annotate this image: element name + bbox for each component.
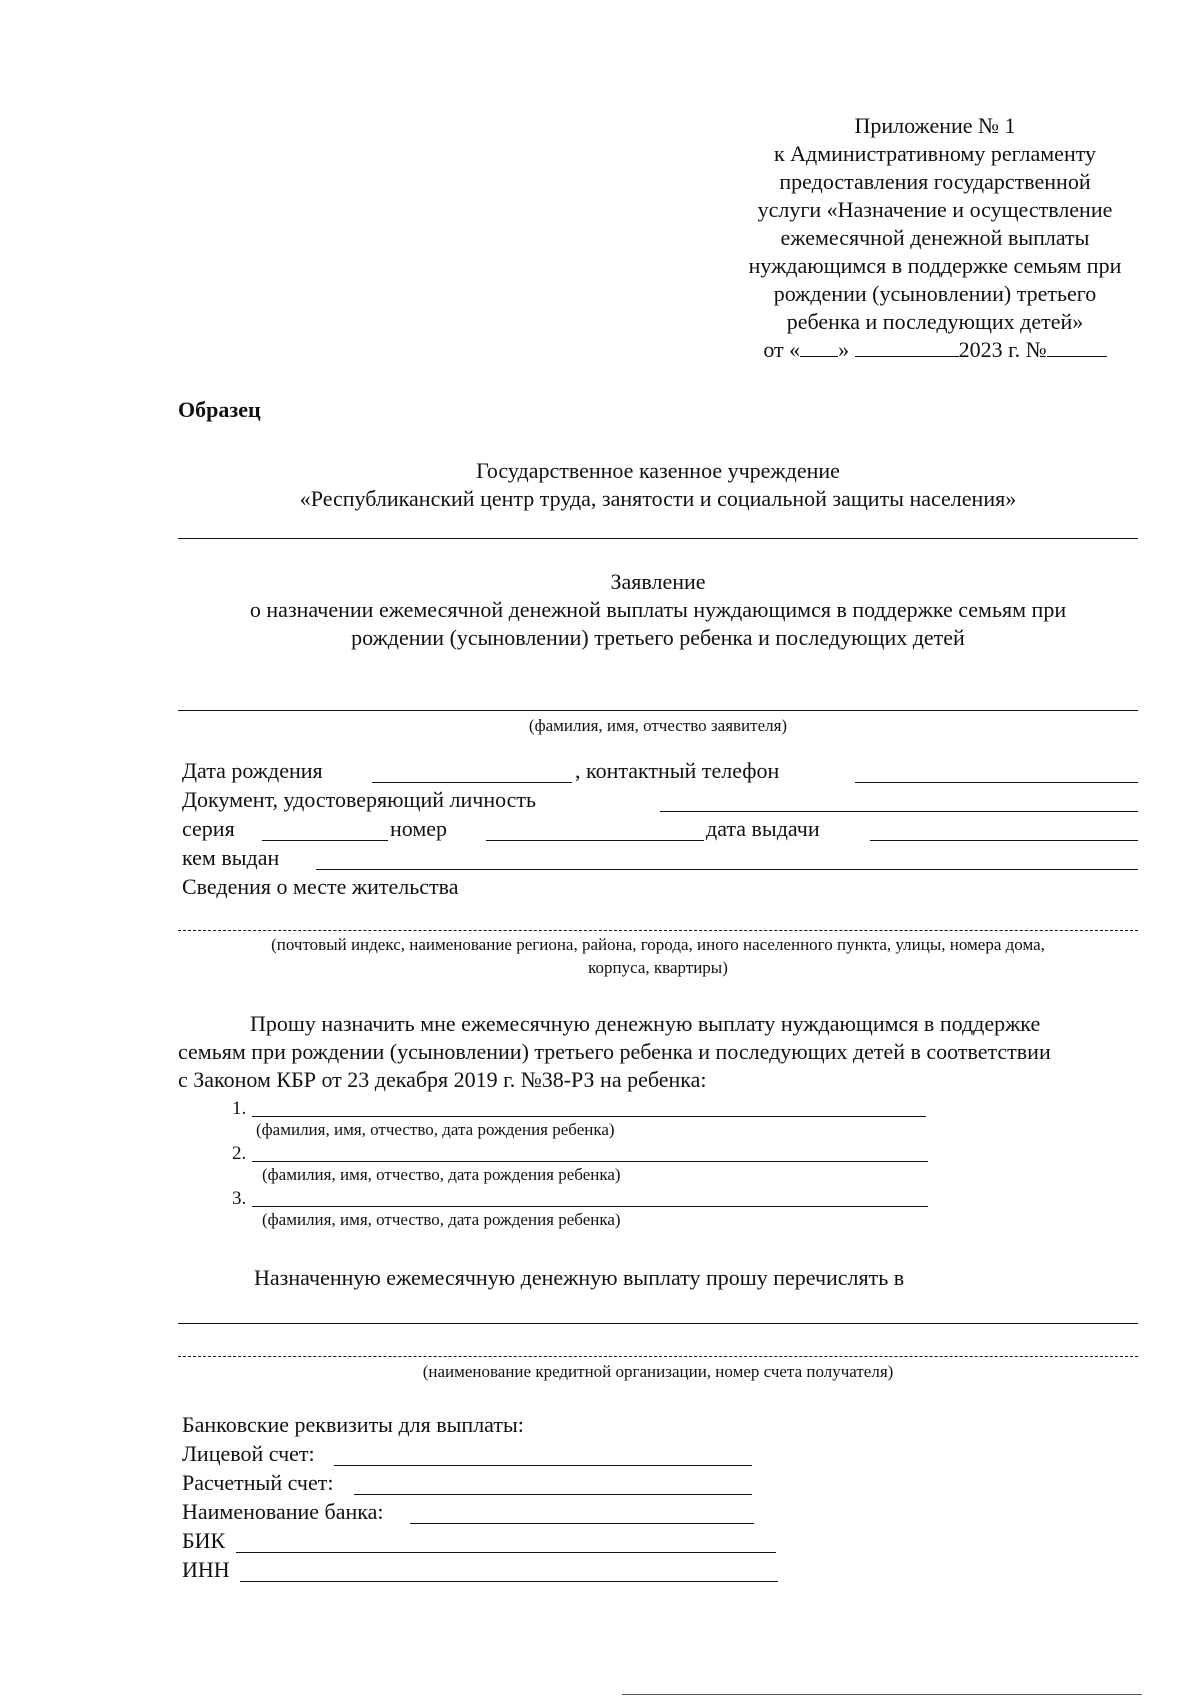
- bank-line-1[interactable]: [178, 1323, 1138, 1324]
- annex-date-prefix: от «: [763, 337, 801, 362]
- number-label: номер: [390, 816, 448, 841]
- annex-line-7: рождении (усыновлении) третьего: [773, 281, 1097, 306]
- personal-account-field[interactable]: [334, 1465, 752, 1466]
- id-document-field[interactable]: [660, 811, 1138, 812]
- applicant-name-field[interactable]: [178, 710, 1138, 711]
- annex-line-5: ежемесячной денежной выплаты: [780, 225, 1090, 250]
- application-title-block: [178, 568, 1138, 652]
- request-paragraph: [178, 1010, 1138, 1094]
- phone-field[interactable]: [855, 782, 1138, 783]
- request-line-1: Прошу назначить мне ежемесячную денежную выплату нуждающимся в поддержке: [250, 1011, 1041, 1036]
- application-line-1: о назначении ежемесячной денежной выплаты нуждающимся в поддержке семьям при: [249, 597, 1067, 622]
- bank-name-field[interactable]: [410, 1523, 754, 1524]
- annex-number-blank[interactable]: [1047, 336, 1107, 357]
- scan-edge-line: [622, 1694, 1142, 1695]
- application-line-2: рождении (усыновлении) третьего ребенка и последующих детей: [351, 625, 965, 650]
- annex-date-line: [715, 336, 1155, 364]
- number-field[interactable]: [486, 840, 704, 841]
- bank-caption: (наименование кредитной организации, номер счета получателя): [422, 1362, 894, 1381]
- annex-line-6: нуждающимся в поддержке семьям при: [748, 253, 1122, 278]
- child-2-number: 2.: [232, 1143, 247, 1164]
- bank-details-heading: Банковские реквизиты для выплаты:: [182, 1412, 524, 1437]
- id-document-label: Документ, удостоверяющий личность: [182, 787, 537, 812]
- annex-line-4: услуги «Назначение и осуществление: [757, 197, 1113, 222]
- settlement-account-label: Расчетный счет:: [182, 1470, 334, 1495]
- application-title: Заявление: [610, 569, 706, 594]
- annex-line-1: Приложение № 1: [854, 113, 1016, 138]
- child-3-caption: (фамилия, имя, отчество, дата рождения ребенка): [262, 1210, 621, 1229]
- series-field[interactable]: [262, 840, 388, 841]
- address-caption-2: корпуса, квартиры): [588, 958, 728, 977]
- birth-date-label: Дата рождения: [182, 758, 323, 783]
- child-3-field[interactable]: [252, 1206, 928, 1207]
- residence-label: Сведения о месте жительства: [182, 874, 459, 899]
- child-2-caption: (фамилия, имя, отчество, дата рождения ребенка): [262, 1165, 621, 1184]
- issued-by-label: кем выдан: [182, 845, 280, 870]
- inn-label: ИНН: [182, 1557, 230, 1582]
- organization-divider: [178, 538, 1138, 539]
- annex-day-blank[interactable]: [800, 336, 838, 357]
- request-line-3: с Законом КБР от 23 декабря 2019 г. №38-РЗ на ребенка:: [178, 1067, 707, 1092]
- request-line-2: семьям при рождении (усыновлении) третьего ребенка и последующих детей в соответствии: [178, 1039, 1051, 1064]
- settlement-account-field[interactable]: [354, 1494, 752, 1495]
- bank-line-2[interactable]: [178, 1356, 1138, 1357]
- child-1-caption: (фамилия, имя, отчество, дата рождения ребенка): [256, 1120, 615, 1139]
- child-1-number: 1.: [232, 1098, 247, 1119]
- child-2-field[interactable]: [252, 1161, 928, 1162]
- bik-field[interactable]: [236, 1552, 776, 1553]
- personal-account-label: Лицевой счет:: [182, 1441, 315, 1466]
- annex-line-8: ребенка и последующих детей»: [786, 309, 1084, 334]
- sample-label: Образец: [178, 397, 261, 422]
- phone-label: , контактный телефон: [575, 758, 780, 783]
- child-1-field[interactable]: [252, 1116, 926, 1117]
- bik-label: БИК: [182, 1528, 226, 1553]
- annex-date-year: 2023 г. №: [958, 337, 1047, 362]
- address-caption-1: (почтовый индекс, наименование региона, района, города, иного населенного пункта, улицы, номера дома,: [271, 935, 1045, 954]
- organization-line-1: Государственное казенное учреждение: [476, 458, 840, 483]
- organization-block: [178, 457, 1138, 513]
- organization-line-2: «Республиканский центр труда, занятости и социальной защиты населения»: [299, 486, 1017, 511]
- issue-date-field[interactable]: [870, 840, 1138, 841]
- annex-header: [715, 112, 1155, 364]
- issue-date-label: дата выдачи: [706, 816, 820, 841]
- annex-date-quote: »: [838, 337, 850, 362]
- bank-name-label: Наименование банка:: [182, 1499, 384, 1524]
- residence-field[interactable]: [178, 930, 1138, 931]
- child-3-number: 3.: [232, 1188, 247, 1209]
- issued-by-field[interactable]: [316, 869, 1138, 870]
- transfer-text: Назначенную ежемесячную денежную выплату прошу перечислять в: [254, 1265, 905, 1290]
- series-label: серия: [182, 816, 235, 841]
- annex-month-blank[interactable]: [855, 336, 959, 357]
- annex-line-3: предоставления государственной: [779, 169, 1091, 194]
- birth-date-field[interactable]: [372, 782, 572, 783]
- inn-field[interactable]: [240, 1581, 778, 1582]
- annex-line-2: к Административному регламенту: [773, 141, 1097, 166]
- applicant-name-caption: (фамилия, имя, отчество заявителя): [528, 716, 788, 735]
